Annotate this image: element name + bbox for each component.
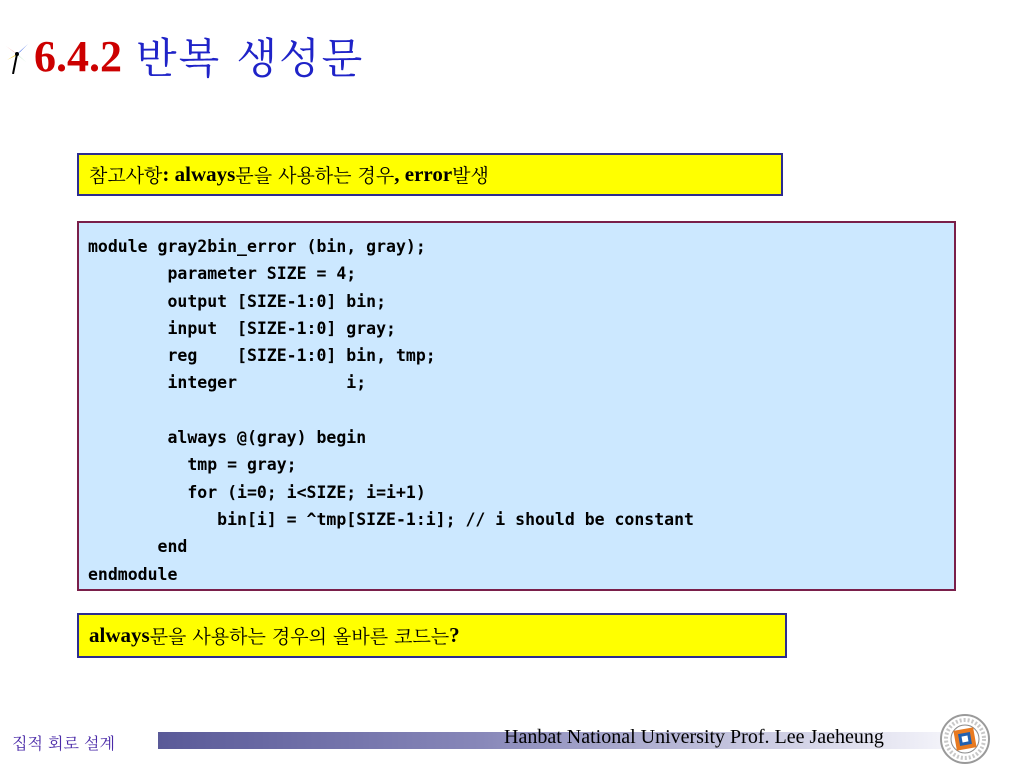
note-keyword-error: , error xyxy=(394,162,453,186)
code-listing xyxy=(88,233,694,588)
code-line: always @(gray) begin xyxy=(88,428,367,448)
note-suffix: 발생 xyxy=(452,165,489,187)
code-block xyxy=(77,221,956,591)
code-line: for (i=0; i<SIZE; i=i+1) xyxy=(88,482,426,502)
code-line: end xyxy=(88,537,188,557)
question-note-box xyxy=(77,613,787,658)
code-line: integer i; xyxy=(88,373,367,393)
university-seal-icon xyxy=(939,713,991,765)
code-line: endmodule xyxy=(88,564,178,584)
question-keyword-always: always xyxy=(89,623,150,647)
code-line: tmp = gray; xyxy=(88,455,297,475)
code-line: bin[i] = ^tmp[SIZE-1:i]; // i should be constant xyxy=(88,509,694,529)
code-line: parameter SIZE = 4; xyxy=(88,264,357,284)
question-mark: ? xyxy=(449,623,460,647)
code-line: reg [SIZE-1:0] bin, tmp; xyxy=(88,346,436,366)
course-name: 집적 회로 설계 xyxy=(12,734,115,753)
slide-title-text: 반복 생성문 xyxy=(136,34,365,83)
question-text: 문을 사용하는 경우의 올바른 코드는 xyxy=(149,626,450,648)
footer-credit: Hanbat National University Prof. Lee Jaeheung xyxy=(504,726,884,748)
note-keyword-always: : always xyxy=(162,162,236,186)
code-line: output [SIZE-1:0] bin; xyxy=(88,291,387,311)
note-middle-text: 문을 사용하는 경우 xyxy=(235,165,395,187)
section-number: 6.4.2 xyxy=(34,31,122,81)
code-line: module gray2bin_error (bin, gray); xyxy=(88,237,426,256)
slide-title xyxy=(4,26,364,86)
pinwheel-icon xyxy=(4,38,30,74)
code-line: input [SIZE-1:0] gray; xyxy=(88,318,396,338)
reference-note-box xyxy=(77,153,783,196)
note-prefix: 참고사항 xyxy=(89,165,163,187)
